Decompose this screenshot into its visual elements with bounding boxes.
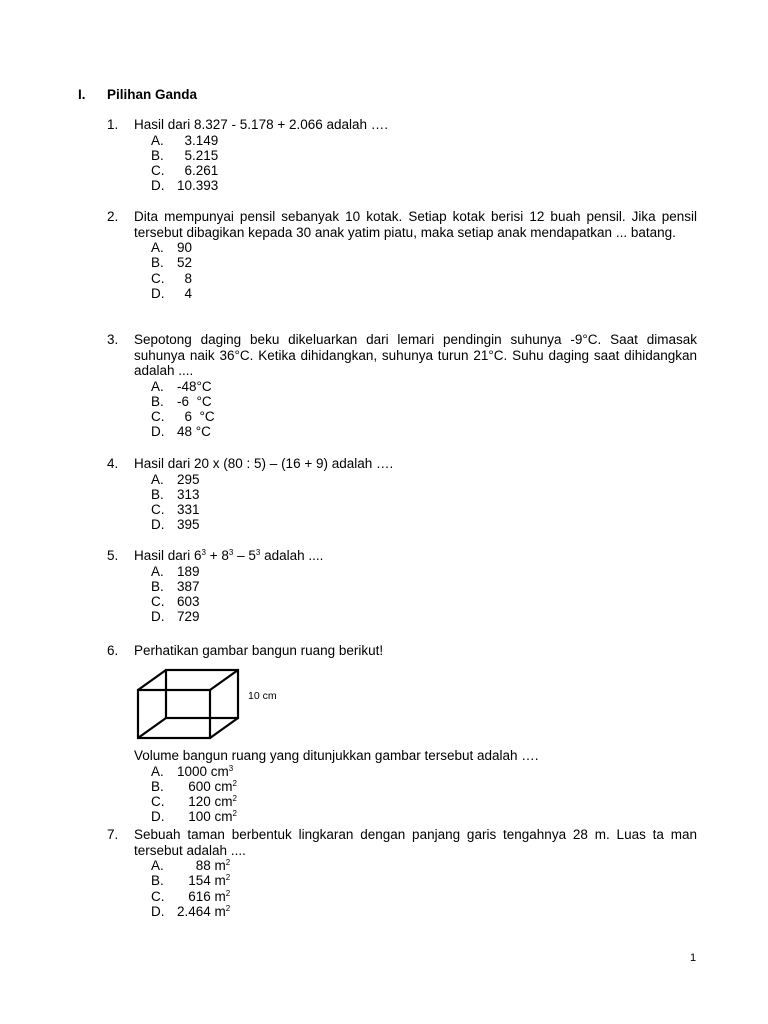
option-value: 6.261	[177, 163, 219, 179]
option-c	[151, 502, 697, 517]
question-number: 1.	[107, 117, 119, 132]
option-d	[151, 424, 697, 439]
option-d	[151, 517, 697, 532]
option-letter: B.	[151, 873, 164, 889]
option-c	[151, 409, 697, 424]
option-letter: B.	[151, 255, 164, 271]
exponent: 2	[232, 794, 237, 804]
option-value: 100 $cm^2$	[177, 809, 237, 825]
option-list	[151, 133, 697, 194]
option-letter: B.	[151, 147, 164, 163]
option-value: 5.215	[177, 147, 219, 163]
option-value: 600 $cm^2$	[177, 778, 237, 794]
question-stem	[134, 548, 697, 564]
question-number: 4.	[107, 456, 119, 471]
section-title: Pilihan Ganda	[107, 87, 198, 102]
option-a	[151, 133, 697, 148]
option-c	[151, 594, 697, 609]
question-number: 2.	[107, 209, 119, 224]
option-letter: D.	[151, 609, 165, 625]
option-value: 603	[177, 594, 200, 610]
option-letter: C.	[151, 163, 165, 179]
option-value: 295	[177, 471, 200, 487]
option-value: 120 $cm^2$	[177, 794, 237, 810]
option-list	[151, 764, 734, 825]
option-letter: A.	[151, 471, 164, 487]
option-letter: D.	[151, 809, 165, 825]
option-letter: C.	[151, 270, 165, 286]
option-letter: B.	[151, 778, 164, 794]
cuboid-edge	[138, 718, 166, 738]
option-letter: D.	[151, 903, 165, 919]
exponent: 3	[228, 548, 234, 557]
page-number: 1	[690, 952, 697, 964]
dimension-label: 10 cm	[248, 690, 277, 702]
option-letter: A.	[151, 378, 164, 394]
option-value: 10.393	[177, 178, 219, 194]
exponent: 3	[201, 548, 206, 557]
option-b	[151, 579, 697, 594]
option-b	[151, 487, 697, 502]
option-d	[151, 609, 697, 624]
option-value: 395	[177, 517, 200, 533]
option-a	[151, 858, 697, 873]
option-letter: C.	[151, 888, 165, 904]
option-value: 4	[177, 285, 193, 301]
option-b	[151, 255, 697, 270]
question-stem: Perhatikan gambar bangun ruang berikut!	[134, 643, 384, 658]
option-letter: C.	[151, 409, 165, 425]
option-letter: C.	[151, 502, 165, 518]
option-d	[151, 904, 697, 919]
exponent: 2	[225, 888, 231, 898]
stem-text: adalah ....	[260, 548, 324, 563]
question-7	[107, 827, 697, 919]
stem-text: + 8	[205, 548, 229, 563]
question-stem: Hasil dari 8.327 - 5.178 + 2.066 adalah ….	[134, 117, 389, 132]
question-4	[107, 456, 697, 533]
option-a	[151, 379, 697, 394]
option-value: 1000 $cm^3$	[177, 763, 234, 779]
exponent: 2	[225, 873, 231, 883]
option-value: 52	[177, 255, 193, 271]
question-1	[107, 117, 697, 194]
question-number: 7.	[107, 827, 119, 842]
cuboid-edge	[210, 718, 238, 738]
option-value: 48 °C	[177, 424, 211, 440]
option-letter: A.	[151, 132, 164, 148]
option-letter: B.	[151, 393, 164, 409]
option-value: -48°C	[177, 378, 212, 394]
option-value: 2.464 $m^2$	[177, 903, 231, 919]
option-list	[151, 858, 697, 919]
option-d	[151, 809, 734, 824]
option-value: 3.149	[177, 132, 219, 148]
exponent: 2	[232, 778, 237, 788]
option-b	[151, 779, 734, 794]
option-letter: A.	[151, 563, 164, 579]
option-value: 6 °C	[177, 409, 215, 425]
exponent: 2	[225, 903, 231, 913]
option-b	[151, 873, 697, 888]
option-letter: D.	[151, 285, 165, 301]
option-value: 90	[177, 240, 193, 255]
option-value: 313	[177, 486, 200, 502]
exponent: 2	[232, 809, 237, 819]
exponent: 2	[225, 858, 231, 867]
question-stem: Dita mempunyai pensil sebanyak 10 kotak. Setiap kotak berisi 12 buah pensil. Jika pensil tersebut dibagikan kepada 30 anak yatim piatu, maka setiap anak mendapatkan ... batang.	[134, 209, 697, 240]
exponent: 3	[255, 548, 261, 557]
option-b	[151, 394, 697, 409]
cuboid-edge	[138, 670, 166, 690]
option-d	[151, 178, 697, 193]
option-letter: A.	[151, 763, 164, 779]
question-number: 3.	[107, 332, 119, 347]
option-value: 616 $m^2$	[177, 888, 231, 904]
stem-text: Hasil dari 6	[134, 548, 202, 563]
option-letter: A.	[151, 858, 164, 873]
option-letter: A.	[151, 240, 164, 255]
option-c	[151, 271, 697, 286]
option-d	[151, 286, 697, 301]
option-a	[151, 472, 697, 487]
section-number: I.	[78, 87, 86, 102]
option-a	[151, 564, 697, 579]
question-6	[107, 643, 697, 659]
option-a	[151, 764, 734, 779]
followup-text: Volume bangun ruang yang ditunjukkan gambar tersebut adalah ….	[134, 748, 539, 763]
option-list	[151, 472, 697, 533]
option-c	[151, 794, 734, 809]
question-6-followup	[134, 748, 734, 825]
option-letter: D.	[151, 424, 165, 440]
option-list	[151, 379, 697, 440]
stem-text: – 5	[233, 548, 256, 563]
option-c	[151, 163, 697, 178]
option-value: 88 $m^2$	[177, 858, 231, 873]
exponent: 3	[228, 763, 234, 773]
question-2	[107, 209, 697, 301]
option-value: 387	[177, 578, 200, 594]
question-stem: Sepotong daging beku dikeluarkan dari lemari pendingin suhunya -9°C. Saat dimasak suhunya naik 36°C. Ketika dihidangkan, suhunya turun 21°C. Suhu daging saat dihidangkan adalah ....	[134, 332, 697, 378]
question-5	[107, 548, 697, 625]
option-value: 8	[177, 270, 193, 286]
option-letter: C.	[151, 794, 165, 810]
option-value: 331	[177, 502, 200, 518]
option-list	[151, 240, 697, 301]
option-letter: B.	[151, 486, 164, 502]
cuboid-edge	[210, 670, 238, 690]
question-number: 6.	[107, 643, 119, 658]
option-value: 154 $m^2$	[177, 873, 231, 889]
option-value: 189	[177, 563, 200, 579]
option-b	[151, 148, 697, 163]
option-a	[151, 240, 697, 255]
cuboid-figure	[136, 668, 316, 740]
option-c	[151, 889, 697, 904]
option-list	[151, 564, 697, 625]
question-3	[107, 332, 697, 440]
option-letter: C.	[151, 594, 165, 610]
question-stem: Hasil dari 20 x (80 : 5) – (16 + 9) adalah ….	[134, 456, 394, 471]
option-letter: B.	[151, 578, 164, 594]
option-letter: D.	[151, 517, 165, 533]
option-value: -6 °C	[177, 393, 212, 409]
option-value: 729	[177, 609, 200, 625]
question-stem: Sebuah taman berbentuk lingkaran dengan panjang garis tengahnya 28 m. Luas ta man tersebut adalah ....	[134, 827, 697, 858]
question-number: 5.	[107, 548, 119, 563]
option-letter: D.	[151, 178, 165, 194]
